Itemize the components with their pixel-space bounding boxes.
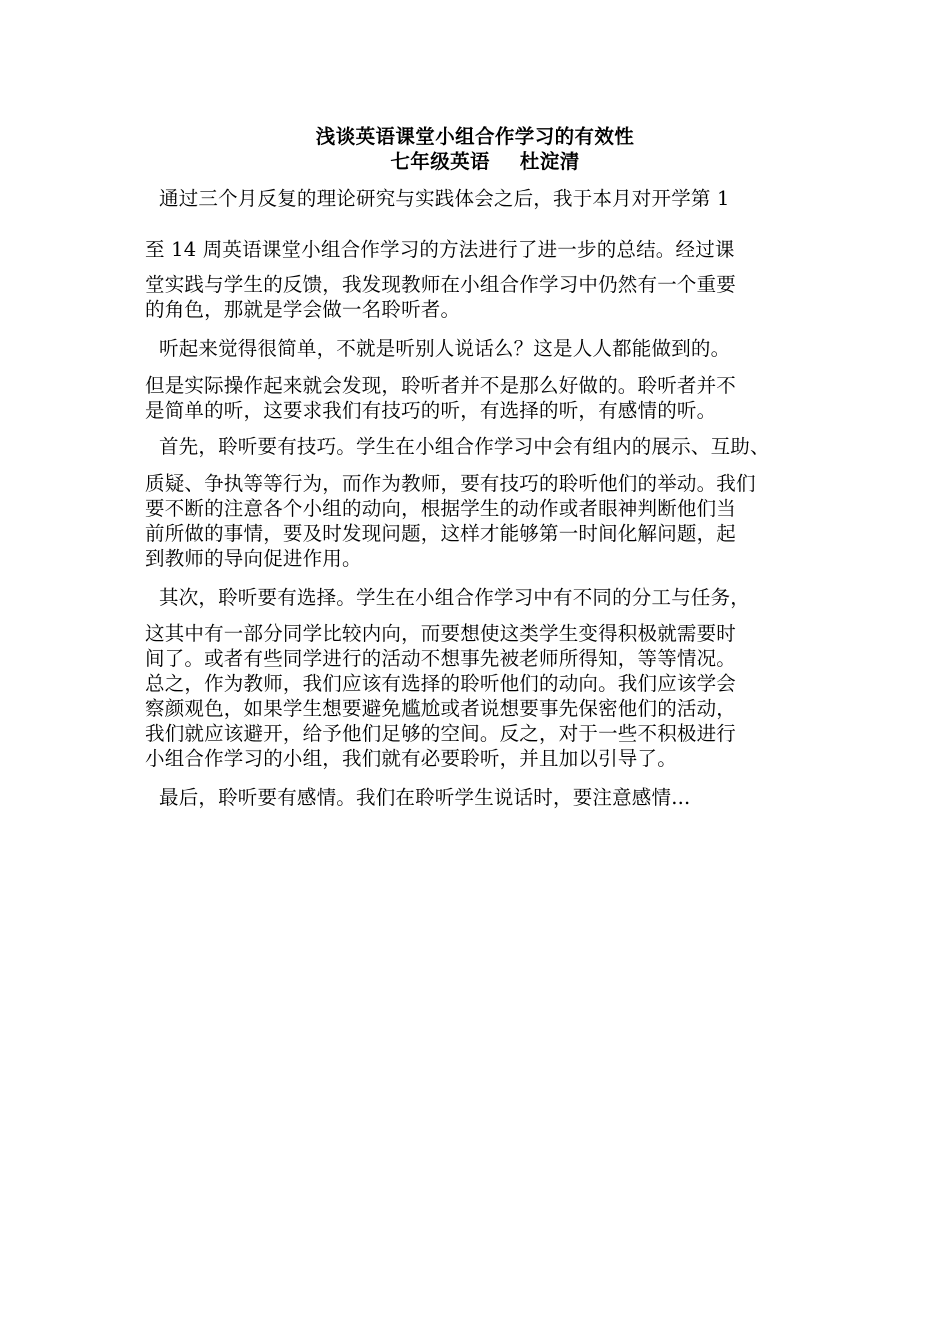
text-line: 最后，聆听要有感情。我们在聆听学生说话时，要注意感情... — [159, 786, 691, 809]
subtitle-author: 杜淀清 — [519, 150, 580, 173]
document-subtitle — [0, 150, 950, 174]
text-line: 我们就应该避开，给予他们足够的空间。反之，对于一些不积极进行 — [145, 722, 737, 745]
text-line: 首先，聆听要有技巧。学生在小组合作学习中会有组内的展示、互助、 — [159, 435, 770, 458]
text-line: 的角色，那就是学会做一名聆听者。 — [145, 298, 461, 321]
text-line: 通过三个月反复的理论研究与实践体会之后，我于本月对开学第 1 — [159, 187, 730, 210]
text-line: 小组合作学习的小组，我们就有必要聆听，并且加以引导了。 — [145, 747, 677, 770]
text-line: 听起来觉得很简单，不就是听别人说话么？这是人人都能做到的。 — [159, 337, 731, 360]
text-line: 至 14 周英语课堂小组合作学习的方法进行了进一步的总结。经过课 — [145, 238, 735, 261]
text-line: 要不断的注意各个小组的动向，根据学生的动作或者眼神判断他们当 — [145, 497, 737, 520]
text-line: 质疑、争执等等行为，而作为教师，要有技巧的聆听他们的举动。我们 — [145, 472, 756, 495]
text-line: 其次，聆听要有选择。学生在小组合作学习中有不同的分工与任务， — [159, 586, 751, 609]
text-line: 总之，作为教师，我们应该有选择的聆听他们的动向。我们应该学会 — [145, 672, 737, 695]
text-line: 但是实际操作起来就会发现，聆听者并不是那么好做的。聆听者并不 — [145, 374, 737, 397]
text-line: 到教师的导向促进作用。 — [145, 547, 362, 570]
text-line: 间了。或者有些同学进行的活动不想事先被老师所得知，等等情况。 — [145, 647, 737, 670]
document-title: 浅谈英语课堂小组合作学习的有效性 — [315, 125, 635, 148]
text-line: 察颜观色，如果学生想要避免尴尬或者说想要事先保密他们的活动， — [145, 697, 737, 720]
text-line: 堂实践与学生的反馈，我发现教师在小组合作学习中仍然有一个重要 — [145, 273, 737, 296]
subtitle-grade: 七年级英语 — [390, 150, 490, 173]
text-line: 是简单的听，这要求我们有技巧的听，有选择的听，有感情的听。 — [145, 399, 717, 422]
text-line: 前所做的事情，要及时发现问题，这样才能够第一时间化解问题，起 — [145, 522, 737, 545]
text-line: 这其中有一部分同学比较内向，而要想使这类学生变得积极就需要时 — [145, 622, 737, 645]
